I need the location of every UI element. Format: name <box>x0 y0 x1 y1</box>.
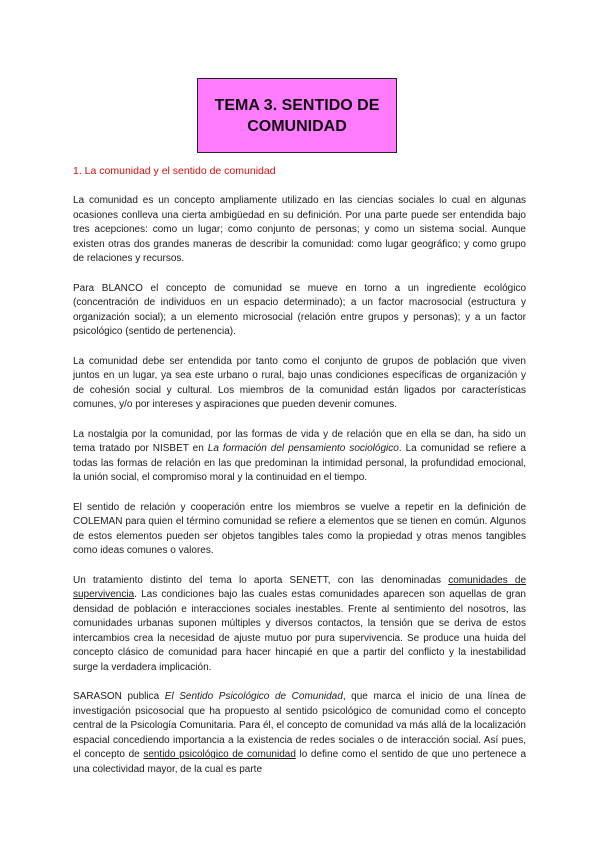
title-line-1: TEMA 3. SENTIDO DE <box>214 96 380 114</box>
paragraph-5: El sentido de relación y cooperación entre los miembros se vuelve a repetir en la definición de COLEMAN para quien el término comunidad se refiere a elementos que se tienen en común. Algunos de estos elementos pueden ser objetos tangibles tales como la propiedad y otras menos tangibles como ideas comunes o valores. <box>73 501 526 556</box>
paragraph-6 <box>73 574 526 676</box>
term-sentido-psicologico: sentido psicológico de comunidad <box>143 749 296 760</box>
title-box <box>197 78 397 153</box>
paragraph-3: La comunidad debe ser entendida por tanto como el conjunto de grupos de población que viven juntos en un lugar, ya sea este urbano o rural, bajo unas condiciones específicas de organización y de cohesión social y cultural. Los miembros de la comunidad están ligados por características comunes, y/o por intereses y aspiraciones que pueden devenir comunes. <box>73 355 526 410</box>
paragraph-4-text-b: . La comunidad se refiere a todas las formas de relación en las que predominan la intimidad personal, la profundidad emocional, la unión social, el compromiso moral y la continuidad en el tiempo. <box>73 443 526 483</box>
book-title-nisbet: La formación del pensamiento sociológico <box>207 443 399 454</box>
paragraph-6-text-a: Un tratamiento distinto del tema lo aporta SENETT, con las denominadas <box>73 574 449 586</box>
section-heading: 1. La comunidad y el sentido de comunidad <box>73 165 276 177</box>
paragraph-6-text-b: . Las condiciones bajo las cuales estas comunidades aparecen son aquellas de gran densidad de población e interacciones sociales inestables. Frente al sentimiento del nosotros, las comunidades urbanas suponen múltiples y diversos contactos, la tensión que se deriva de estos intercambios crea la necesidad de ajuste mutuo por pura supervivencia. Se produce una huida del concepto clásico de comunidad para hacer hincapié en que a partir del conflicto y la inestabilidad surge la verdadera implicación. <box>73 589 526 673</box>
paragraph-4 <box>73 428 526 486</box>
term-comunidades-supervivencia: comunidades de supervivencia <box>73 574 526 600</box>
paragraph-7-text-a: SARASON publica <box>73 691 165 702</box>
paragraph-7-text-b: , que marca el inicio de una línea de investigación psicosocial que ha propuesto al sentido psicológico de comunidad como el concepto central de la Psicología Comunitaria. Para él, el concepto de comunidad va más allá de la localización espacial concediendo importancia a la existencia de redes sociales o de interacción social. Así pues, el concepto de <box>73 691 526 760</box>
title-line-2: COMUNIDAD <box>247 117 347 135</box>
paragraph-7 <box>73 690 526 777</box>
paragraph-2: Para BLANCO el concepto de comunidad se mueve en torno a un ingrediente ecológico (concentración de individuos en un espacio determinado); a un factor macrosocial (estructura y organización social); a un elemento microsocial (relación entre grupos y personas); y a un factor psicológico (sentido de pertenencia). <box>73 282 526 337</box>
document-body <box>73 194 526 792</box>
paragraph-7-text-c: lo define como el sentido de que uno pertenece a una colectividad mayor, de la cual es parte <box>73 749 527 775</box>
paragraph-1: La comunidad es un concepto ampliamente utilizado en las ciencias sociales lo cual en algunas ocasiones conlleva una cierta ambigüedad en su definición. Por una parte puede ser entendida bajo tres acepciones: como un lugar; como conjunto de personas; y como un sistema social. Aunque existen otras dos grandes maneras de describir la comunidad: como lugar geográfico; y como grupo de relaciones y recursos. <box>73 195 526 264</box>
paragraph-4-text-a: La nostalgia por la comunidad, por las formas de vida y de relación que en ella se dan, ha sido un tema tratado por NISBET en <box>73 428 526 454</box>
book-title-sarason: El Sentido Psicológico de Comunidad <box>164 691 343 702</box>
